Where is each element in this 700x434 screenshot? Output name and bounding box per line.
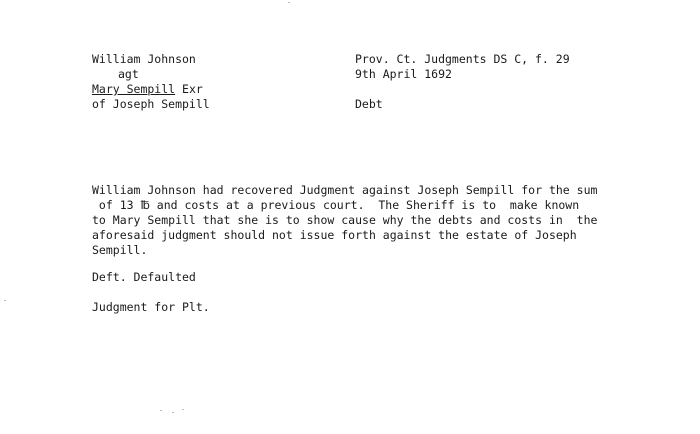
scan-speck xyxy=(160,410,162,411)
defendant-line xyxy=(92,82,203,96)
defendant-name: Mary Sempill xyxy=(92,82,176,96)
body-line: to Mary Sempill that she is to show cause why the debts and costs in the xyxy=(92,213,598,227)
plaintiff-name: William Johnson xyxy=(92,52,196,66)
body-line: aforesaid judgment should not issue forth against the estate of Joseph xyxy=(92,228,577,242)
body-line: of 13 ℔ and costs at a previous court. The Sheriff is to make known xyxy=(92,198,580,212)
executrix-label: Exr xyxy=(175,82,203,96)
estate-of-line: of Joseph Sempill xyxy=(92,97,210,111)
judgment-note: Judgment for Plt. xyxy=(92,300,210,314)
scan-speck xyxy=(288,2,290,3)
case-type: Debt xyxy=(355,97,383,111)
scan-speck xyxy=(172,412,174,413)
case-date: 9th April 1692 xyxy=(355,67,452,81)
body-line: Sempill. xyxy=(92,243,148,257)
citation: Prov. Ct. Judgments DS C, f. 29 xyxy=(355,52,570,66)
default-note: Deft. Defaulted xyxy=(92,270,196,284)
scan-speck xyxy=(182,409,184,410)
body-line: William Johnson had recovered Judgment against Joseph Sempill for the sum xyxy=(92,183,598,197)
against-label: agt xyxy=(118,67,139,81)
scan-speck xyxy=(4,300,6,301)
